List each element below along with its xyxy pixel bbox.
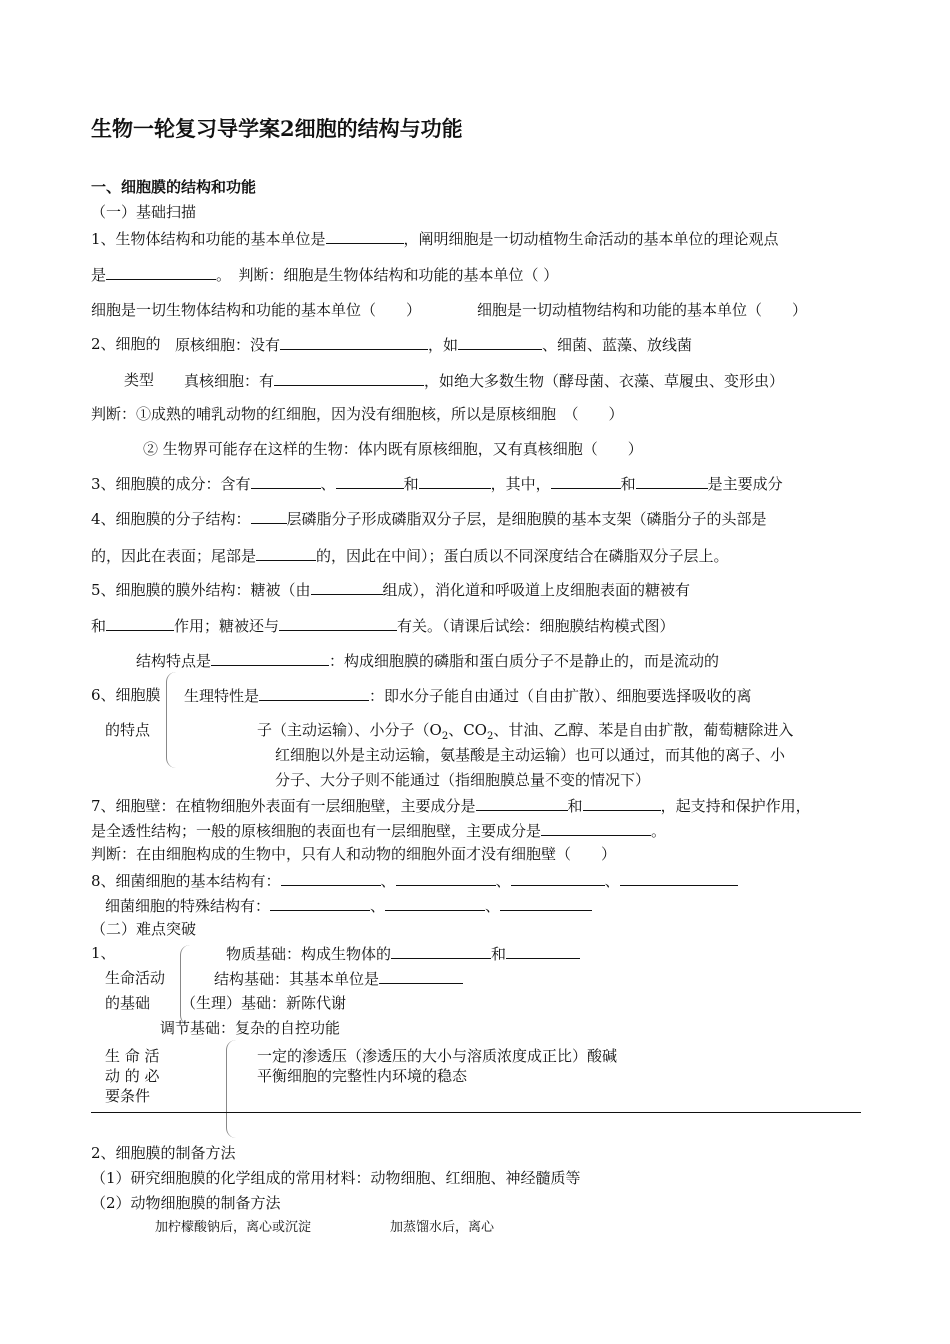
blank[interactable]	[506, 943, 580, 959]
blank[interactable]	[511, 870, 605, 886]
blank[interactable]	[458, 334, 542, 350]
blank[interactable]	[256, 545, 316, 561]
blank[interactable]	[636, 473, 708, 489]
item-2-heading: 2、细胞膜的制备方法	[91, 1144, 236, 1162]
question-5-line-2: 和 作用；糖被还与 有关。（请课后试绘：细胞膜结构模式图）	[91, 617, 675, 635]
regulation-basis: 调节基础：复杂的自控功能	[160, 1019, 341, 1037]
blank[interactable]	[274, 370, 424, 386]
question-6-label: 6、细胞膜	[91, 686, 161, 704]
life-activity-label: 生命活动	[105, 969, 166, 987]
question-2-eukaryote: 真核细胞：有 ，如绝大多数生物（酵母菌、衣藻、草履虫、变形虫）	[184, 372, 785, 390]
blank[interactable]	[311, 579, 383, 595]
blank[interactable]	[280, 334, 428, 350]
blank[interactable]	[106, 615, 174, 631]
brace	[166, 672, 179, 768]
blank[interactable]	[251, 508, 287, 524]
blank[interactable]	[583, 795, 661, 811]
question-2-prokaryote: 原核细胞：没有 ，如 、细菌、蓝藻、放线菌	[175, 336, 693, 354]
question-5-line-1: 5、细胞膜的膜外结构：糖被（由 组成），消化道和呼吸道上皮细胞表面的糖被有	[91, 581, 691, 599]
blank[interactable]	[251, 473, 321, 489]
question-1-line-1: 1、生物体结构和功能的基本单位是 ，阐明细胞是一切动植物生命活动的基本单位的理论观点	[91, 230, 779, 248]
blank[interactable]	[211, 650, 329, 666]
blank[interactable]	[476, 795, 568, 811]
physiological-basis: （生理）基础：新陈代谢	[181, 994, 347, 1012]
item-2-2: （2）动物细胞膜的制备方法	[91, 1194, 281, 1212]
question-6-detail-1: 子（主动运输）、小分子（$O_2$、$CO_2$、甘油、乙醇、苯是自由扩散，葡萄糖除进入	[257, 721, 794, 742]
blank[interactable]	[336, 473, 404, 489]
blank[interactable]	[500, 895, 592, 911]
page-title: 生物一轮复习导学案2细胞的结构与功能	[91, 116, 463, 141]
item-2-1: （1）研究细胞膜的化学组成的常用材料：动物细胞、红细胞、神经髓质等	[91, 1169, 581, 1187]
blank[interactable]	[270, 895, 370, 911]
judge-3: 判断：在由细胞构成的生物中，只有人和动物的细胞外面才没有细胞壁（ ）	[91, 845, 617, 863]
question-6-detail-3: 分子、大分子则不能通过（指细胞膜总量不变的情况下）	[275, 771, 651, 789]
necessary-label-3: 要条件	[105, 1087, 151, 1105]
blank[interactable]	[281, 870, 381, 886]
question-6-structure: 结构特点是 ：构成细胞膜的磷脂和蛋白质分子不是静止的，而是流动的	[136, 652, 720, 670]
method-b: 加蒸馏水后，离心	[390, 1220, 495, 1235]
necessary-label-2: 动 的 必	[105, 1067, 160, 1085]
blank[interactable]	[106, 264, 216, 280]
brace	[226, 1040, 239, 1138]
judge-2: ② 生物界可能存在这样的生物：体内既有原核细胞，又有真核细胞（ ）	[143, 440, 643, 458]
question-1-judge-left: 细胞是一切生物体结构和功能的基本单位（ ）	[91, 301, 422, 319]
question-7-line-2: 是全透性结构；一般的原核细胞的表面也有一层细胞壁，主要成分是 。	[91, 822, 667, 840]
question-1-judge-right: 细胞是一切动植物结构和功能的基本单位（ ）	[477, 301, 808, 319]
judge-1: 判断：①成熟的哺乳动物的红细胞，因为没有细胞核，所以是原核细胞 （ ）	[91, 405, 624, 423]
blank[interactable]	[279, 615, 397, 631]
subsection-heading: （一）基础扫描	[91, 203, 197, 221]
question-6-label-2: 的特点	[105, 721, 151, 739]
necessary-line-2: 平衡细胞的完整性内环境的稳态	[257, 1067, 468, 1085]
question-8-special: 细菌细胞的特殊结构有： 、 、	[105, 895, 592, 916]
section-heading: 一、细胞膜的结构和功能	[91, 178, 257, 196]
blank[interactable]	[396, 870, 496, 886]
subsection-heading-2: （二）难点突破	[91, 920, 197, 938]
blank[interactable]	[259, 685, 369, 701]
question-6-detail-2: 红细胞以外是主动运输，氨基酸是主动运输）也可以通过，而其他的离子、小	[275, 746, 786, 764]
brace	[180, 945, 193, 1025]
question-4-line-1: 4、细胞膜的分子结构： 层磷脂分子形成磷脂双分子层，是细胞膜的基本支架（磷脂分子的头部是	[91, 510, 767, 528]
necessary-line-1: 一定的渗透压（渗透压的大小与溶质浓度成正比）酸碱	[257, 1047, 618, 1065]
question-4-line-2: 的，因此在表面；尾部是 的，因此在中间）；蛋白质以不同深度结合在磷脂双分子层上。	[91, 547, 729, 565]
item-1-label: 1、	[91, 944, 116, 962]
method-a: 加柠檬酸钠后，离心或沉淀	[155, 1220, 312, 1235]
life-activity-label-2: 的基础	[105, 994, 151, 1012]
blank[interactable]	[326, 228, 404, 244]
question-2-label: 2、细胞的	[91, 335, 161, 353]
question-6-physiology: 生理特性是 ：即水分子能自由通过（自由扩散）、细胞要选择吸收的离	[184, 687, 752, 705]
question-8-basic: 8、细菌细胞的基本结构有： 、 、 、	[91, 870, 738, 891]
blank[interactable]	[419, 473, 491, 489]
question-1-line-2: 是 。 判断：细胞是生物体结构和功能的基本单位（ ）	[91, 266, 559, 284]
structure-basis: 结构基础：其基本单位是	[214, 968, 463, 989]
material-basis: 物质基础：构成生物体的 和	[226, 943, 580, 964]
blank[interactable]	[385, 895, 485, 911]
blank[interactable]	[541, 820, 651, 836]
blank[interactable]	[551, 473, 621, 489]
blank[interactable]	[391, 943, 491, 959]
question-2-type-label: 类型	[124, 371, 155, 389]
question-3: 3、细胞膜的成分：含有 、 和 ，其中， 和 是主要成分	[91, 475, 783, 493]
blank[interactable]	[379, 968, 463, 984]
question-7-line-1: 7、细胞壁：在植物细胞外表面有一层细胞壁，主要成分是 和 ，起支持和保护作用，	[91, 797, 811, 815]
divider	[91, 1112, 861, 1113]
blank[interactable]	[620, 870, 738, 886]
necessary-label-1: 生 命 活	[105, 1047, 160, 1065]
